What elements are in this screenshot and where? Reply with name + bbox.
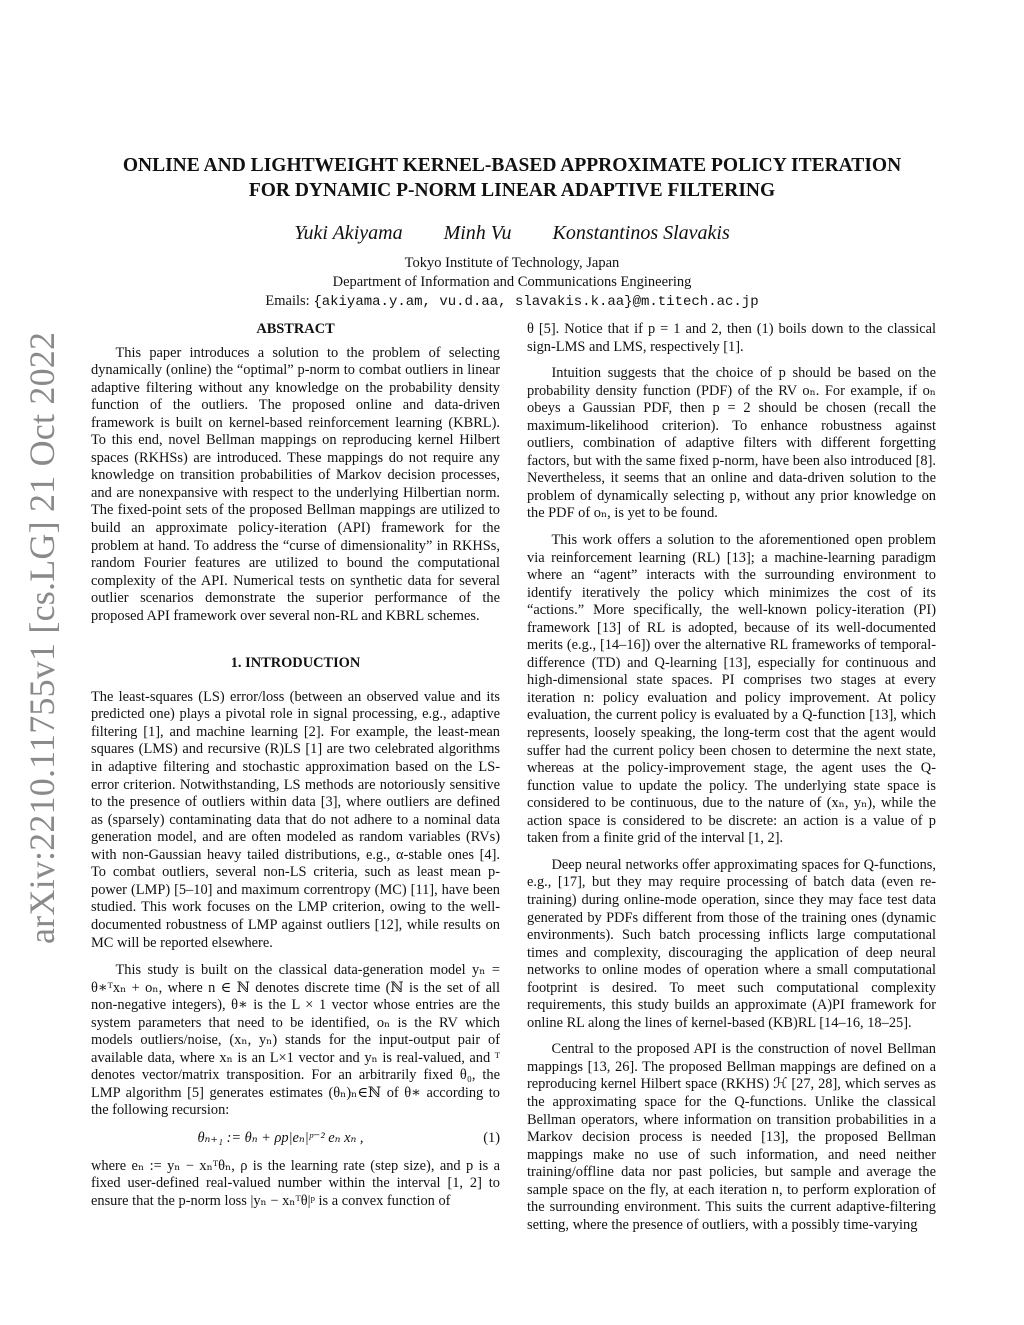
institute: Tokyo Institute of Technology, Japan: [404, 255, 620, 271]
author-name: Minh Vu: [443, 222, 512, 244]
title-line-2: FOR DYNAMIC P-NORM LINEAR ADAPTIVE FILTERING: [248, 180, 776, 201]
emails-line: [60, 292, 964, 312]
emails-label: Emails:: [265, 293, 314, 309]
abstract-text: This paper introduces a solution to the problem of selecting dynamically (online) the “optimal” p-norm to combat outliers in linear adaptive filtering without any knowledge on the probability density function of the outliers. The proposed online and data-driven framework is built on kernel-based reinforcement learning (KBRL). To this end, novel Bellman mappings on reproducing kernel Hilbert spaces (RKHSs) are introduced. These mappings do not require any knowledge on transition probabilities of Markov decision processes, and are nonexpansive with respect to the underlying Hilbertian norm. The fixed-point sets of the proposed Bellman mappings are utilized to build an approximate policy-iteration (API) framework for the problem at hand. To address the “curse of dimensionality” in RKHSs, random Fourier features are utilized to bound the computational complexity of the API. Numerical tests on synthetic data for several outlier scenarios demonstrate the superior performance of the proposed API framework over several non-RL and KBRL schemes.: [91, 344, 500, 624]
author-name: Konstantinos Slavakis: [552, 222, 730, 244]
right-column: [527, 321, 936, 1243]
body-paragraph: This work offers a solution to the aforementioned open problem via reinforcement learning (RL) [13]; a machine-learning paradigm where an “agent” interacts with the surrounding environment to identify iteratively the policy which minimizes the cost of its “actions.” More specifically, the well-known policy-iteration (PI) framework [13] of RL is adopted, because of its well-documented merits (e.g., [14–16]) over the alternative RL frameworks of temporal-difference (TD) and Q-learning [13], especially for continuous and high-dimensional state spaces. PI comprises two stages at every iteration n: policy evaluation and policy improvement. At policy evaluation, the current policy is evaluated by a Q-function [13], which represents, loosely speaking, the long-term cost that the agent would suffer had the current policy been chosen to determine the next state, whereas at the policy-improvement stage, the agent uses the Q-function value to update the policy. The underlying state space is considered to be continuous, due to the nature of (xₙ, yₙ), while the action space is considered to be discrete: an action is a value of p taken from a finite grid of the interval [1, 2].: [527, 532, 936, 847]
department: Department of Information and Communications Engineering: [332, 274, 692, 290]
arxiv-stamp: arXiv:2210.11755v1 [cs.LG] 21 Oct 2022: [22, 331, 62, 944]
body-paragraph: Deep neural networks offer approximating spaces for Q-functions, e.g., [17], but they may require processing of batch data (even re-training) during online-mode operation, since they may face test data generated by PDFs different from those of the training ones (dynamic environments). Such batch processing inflicts large computational times and complexity, discouraging the application of deep neural networks to online modes of operation where a small computational footprint is desired. To meet such computational complexity requirements, this study builds an approximate (A)PI framework for online RL along the lines of kernel-based (KB)RL [14–16, 18–25].: [527, 856, 936, 1031]
intro-heading: 1. INTRODUCTION: [230, 655, 361, 672]
intro-paragraph: The least-squares (LS) error/loss (between an observed value and its predicted one) plays a pivotal role in signal processing, e.g., adaptive filtering [1], and machine learning [2]. For example, the least-mean squares (LMS) and recursive (R)LS [1] are two celebrated algorithms in adaptive filtering and stochastic approximation based on the LS-error criterion. Notwithstanding, LS methods are notoriously sensitive to the presence of outliers within data [3], where outliers are defined as (sparsely) contaminating data that do not adhere to a nominal data generation model, and are often modeled as random variables (RVs) with non-Gaussian heavy tailed distributions, e.g., α-stable ones [4]. To combat outliers, several non-LS criteria, such as least mean p-power (LMP) [5–10] and maximum correntropy (MC) [11], have been studied. This work focuses on the LMP criterion, owing to the well-documented robustness of LMP against outliers [12], while results on MC will be reported elsewhere.: [91, 688, 500, 951]
author-name: Yuki Akiyama: [294, 222, 403, 244]
author-list: [60, 222, 964, 245]
body-paragraph: Central to the proposed API is the construction of novel Bellman mappings [13, 26]. The proposed Bellman mappings are defined on a reproducing kernel Hilbert space (RKHS) ℋ [27, 28], which serves as the approximating space for the Q-functions. Unlike the classical Bellman operators, where information on transition probabilities in a Markov decision process is needed [13], the proposed Bellman mappings make no use of such information, and need neither training/offline data nor past policies, but sample and average the sample space on the fly, at each iteration n, to perform exploration of the surrounding environment. This suits the current adaptive-filtering setting, where the presence of outliers, with a possibly time-varying: [527, 1041, 936, 1233]
body-paragraph: θ [5]. Notice that if p = 1 and 2, then (1) boils down to the classical sign-LMS and LMS, respectively [1].: [527, 321, 936, 355]
intro-paragraph: This study is built on the classical data-generation model yₙ = θ∗ᵀxₙ + oₙ, where n ∈ ℕ denotes discrete time (ℕ is the set of all non-negative integers), θ∗ is the L × 1 vector whose entries are the system parameters that need to be identified, oₙ is the RV which models outliers/noise, (xₙ, yₙ) stands for the input-output pair of available data, where xₙ is an L×1 vector and yₙ is real-valued, and ᵀ denotes vector/matrix transposition. For an arbitrarily fixed θ₀, the LMP algorithm [5] generates estimates (θₙ)ₙ∈ℕ of θ∗ according to the following recursion:: [91, 962, 500, 1119]
equation-1: [91, 1130, 500, 1148]
left-column: [91, 321, 500, 1220]
title-line-1: ONLINE AND LIGHTWEIGHT KERNEL-BASED APPROXIMATE POLICY ITERATION: [122, 155, 902, 176]
equation-body: θₙ₊₁ := θₙ + ρp|eₙ|ᵖ⁻² eₙ xₙ ,: [197, 1129, 364, 1146]
email-addresses[interactable]: {akiyama.y.am, vu.d.aa, slavakis.k.aa}@m.titech.ac.jp: [313, 294, 759, 310]
abstract-heading: ABSTRACT: [256, 321, 335, 337]
paper-title: [60, 153, 964, 203]
intro-paragraph: where eₙ := yₙ − xₙᵀθₙ, ρ is the learning rate (step size), and p is a fixed user-defined real-valued number within the interval [1, 2] to ensure that the p-norm loss |yₙ − xₙᵀθ|ᵖ is a convex function of: [91, 1157, 500, 1209]
affiliation-block: [60, 254, 964, 312]
body-paragraph: Intuition suggests that the choice of p should be based on the probability density function (PDF) of the RV oₙ. For example, if oₙ obeys a Gaussian PDF, then p = 2 should be chosen (recall the maximum-likelihood criterion). To enhance robustness against outliers, combination of adaptive filters with different forgetting factors, but with the same fixed p-norm, have been also introduced [8]. Nevertheless, it seems that an online and data-driven solution to the problem of dynamically selecting p, without any prior knowledge on the PDF of oₙ, is yet to be found.: [527, 365, 936, 522]
equation-number: (1): [483, 1129, 500, 1146]
